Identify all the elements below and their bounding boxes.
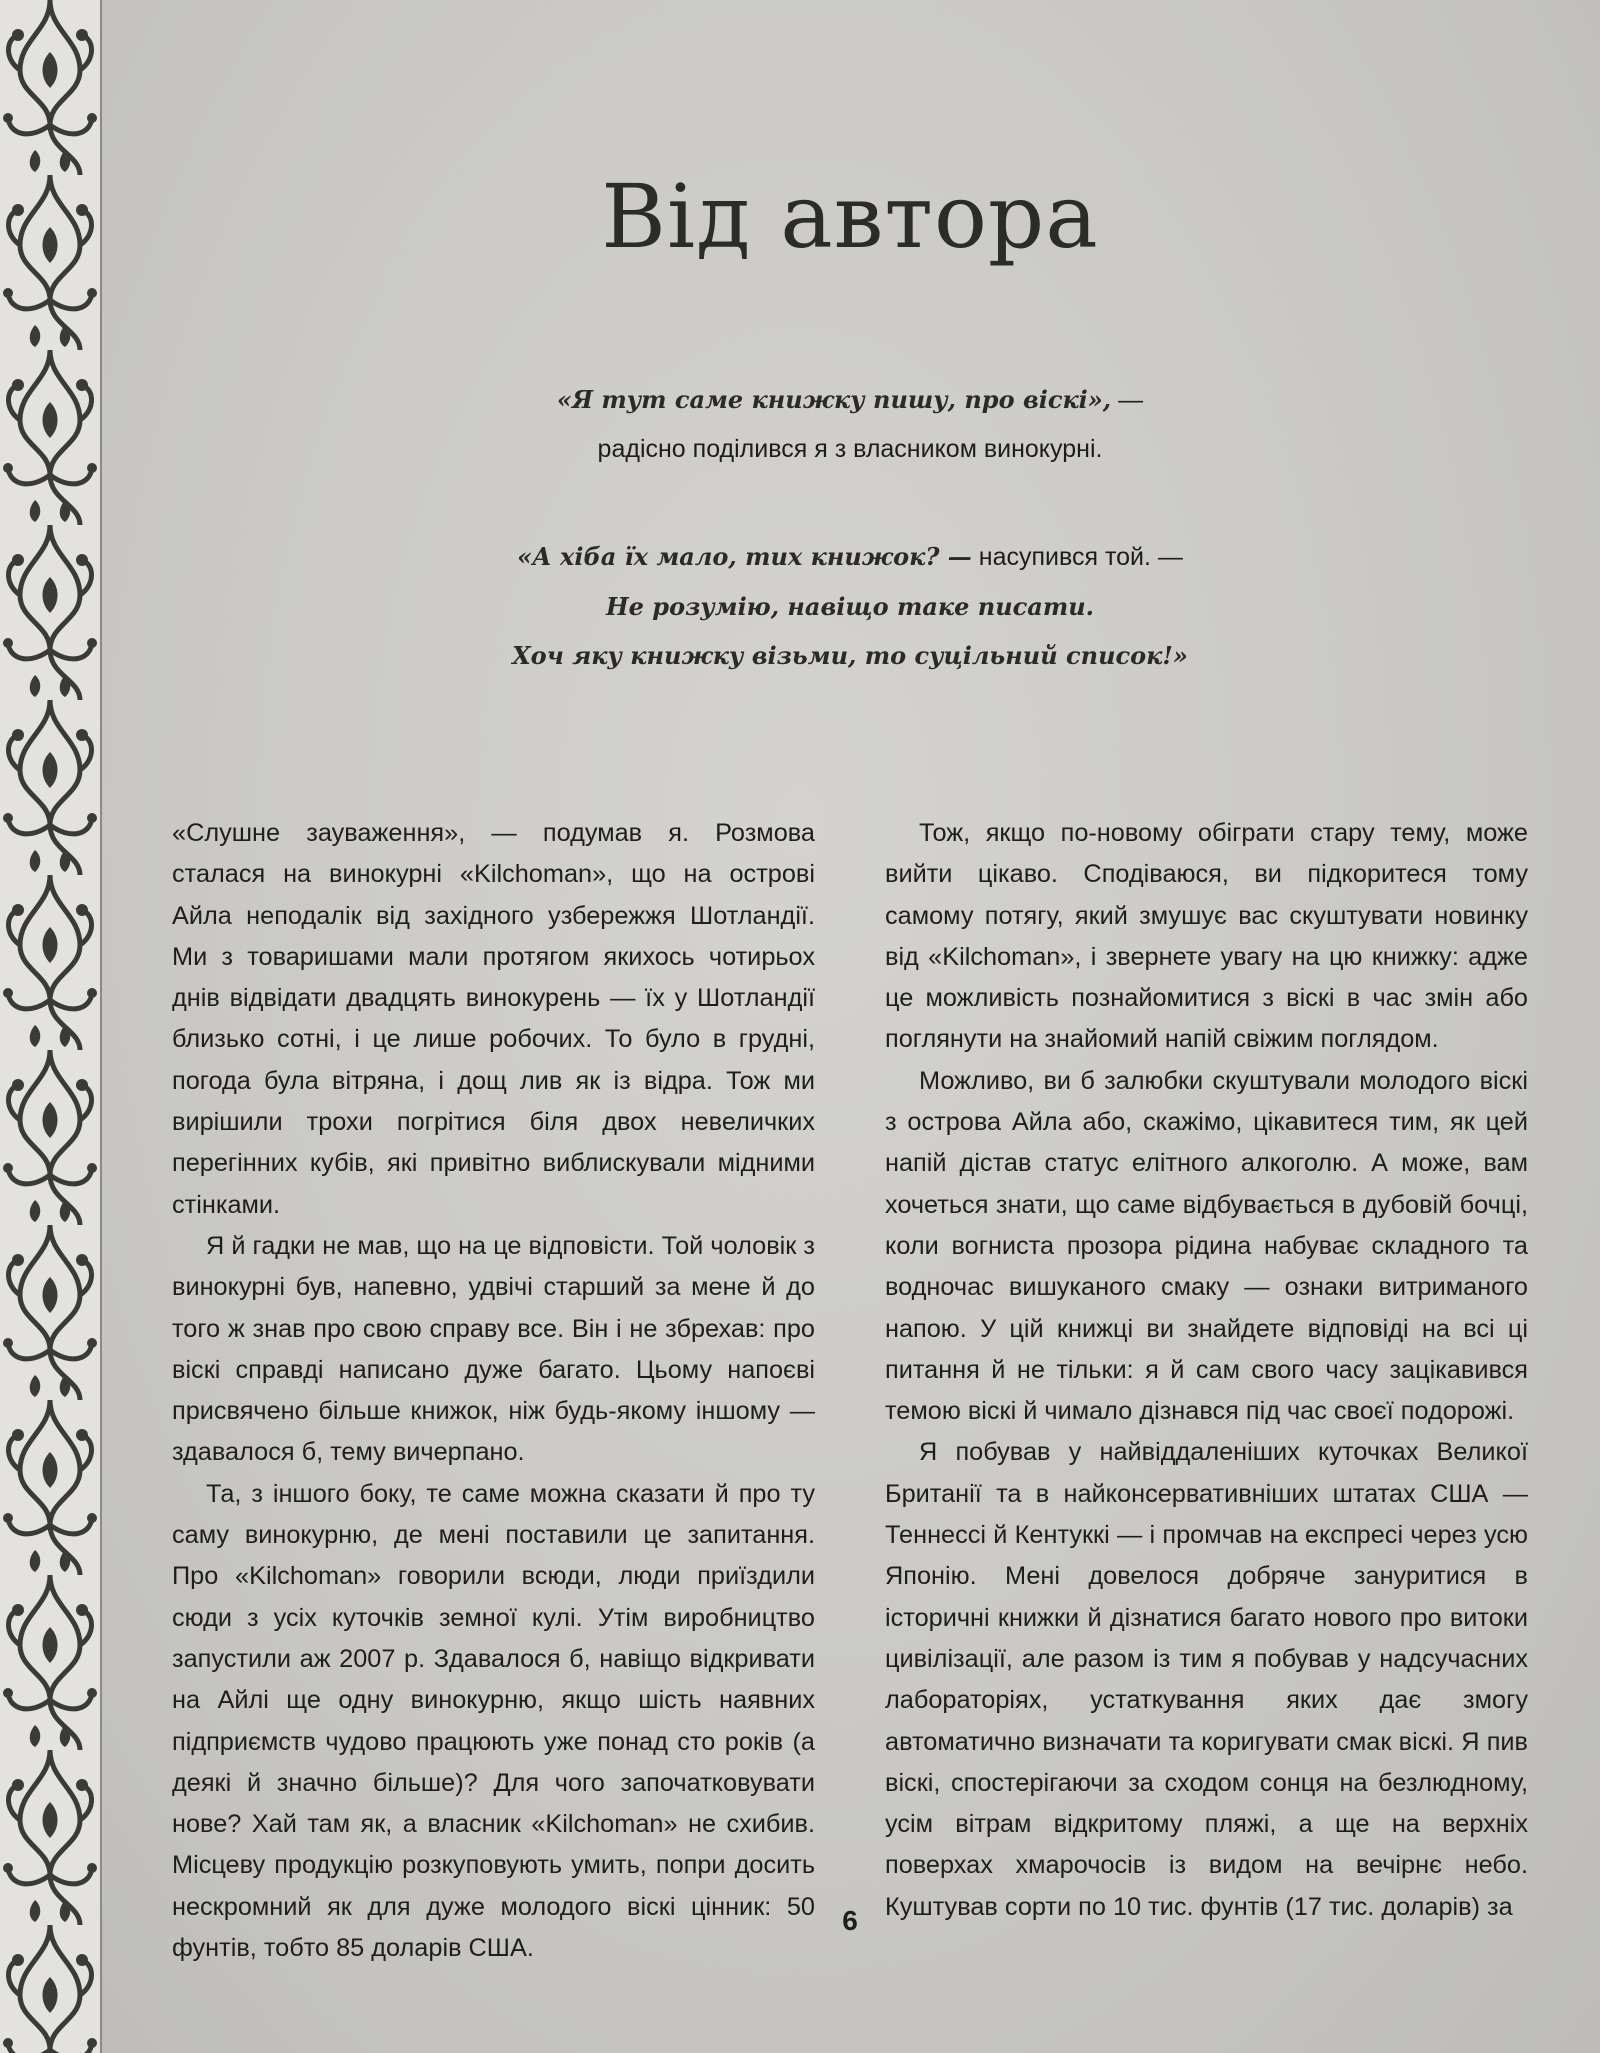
paragraph: «Слушне зауваження», — подумав я. Розмова сталася на винокурні «Kilchoman», що на острові Айла неподалік від західного узбережжя Шотландії. Ми з товаришами мали протягом якихось чотирьох днів відвідати двадцять винокурень — їх у Шотландії близько сотні, і це лише робочих. То було в грудні, погода була вітряна, і дощ лив як із відра. Тож ми вирішили трохи погрітися біля двох невеличких перегінних кубів, які привітно виблискували мідними стінками. bbox=[172, 819, 815, 1219]
epigraph-quote-a: «А хіба їх мало, тих книжок? — bbox=[517, 542, 972, 571]
paragraph: Я й гадки не мав, що на це відповісти. Той чоловік з винокурні був, напевно, удвічі старший за мене й до того ж знав про свою справу все. Він і не збрехав: про віскі справді написано дуже багато. Цьому напоєві присвячено більше книжок, ніж будь-якому іншому — здавалося б, тему вичерпано. bbox=[172, 1231, 815, 1467]
epigraph-speech-tag: насупився той. — bbox=[971, 543, 1183, 571]
page-title: Від автора bbox=[601, 165, 1099, 268]
floral-ornament-icon bbox=[0, 0, 100, 2053]
epigraph-second bbox=[300, 532, 1400, 680]
page-number: 6 bbox=[842, 1905, 858, 1936]
left-text-column bbox=[172, 813, 815, 1969]
paragraph: Та, з іншого боку, те саме можна сказати й про ту саму винокурню, де мені поставили це запитання. Про «Kilchoman» говорили всюди, люди приїздили сюди з усіх куточків земної кулі. Утім виробництво запустили аж 2007 р. Здавалося б, навіщо відкривати на Айлі ще одну винокурню, якщо шість наявних підприємств чудово працюють уже понад сто років (а деякі й значно більше)? Для чого започатковувати нове? Хай там як, а власник «Kilchoman» не схибив. Місцеву продукцію розкуповують умить, попри досить нескромний як для дуже молодого віскі цінник: 50 фунтів, тобто 85 доларів США. bbox=[172, 1479, 815, 1963]
epigraph-first bbox=[300, 375, 1400, 474]
paragraph: Тож, якщо по-новому обіграти стару тему, може вийти цікаво. Сподіваюся, ви підкоритеся тому самому потягу, який змушує вас скуштувати новинку від «Kilchoman», і звернете увагу на цю книжку: адже це можливість познайомитися з віскі в час змін або поглянути на знайомий напій свіжим поглядом. bbox=[885, 819, 1528, 1054]
epigraph-quote-c: Хоч яку книжку візьми, то суцільний список!» bbox=[512, 641, 1188, 670]
epigraph-quote-b: Не розумію, навіщо таке писати. bbox=[605, 592, 1095, 621]
epigraph-first-line1 bbox=[300, 375, 1400, 425]
right-text-column bbox=[885, 813, 1528, 1928]
floral-ornament-border bbox=[0, 0, 102, 2053]
epigraph-second-line1 bbox=[300, 532, 1400, 582]
paragraph: Я побував у найвіддаленіших куточках Великої Британії та в найконсервативніших штатах США — Теннессі й Кентуккі — і промчав на експресі через усю Японію. Мені довелося добряче зануритися в історичні книжки й дізнатися багато нового про витоки цивілізації, але разом із тим я побував у надсучасних лабораторіях, устаткування яких дає змогу автоматично визначати та коригувати смак віскі. Я пив віскі, спостерігаючи за сходом сонця на безлюдному, усім вітрам відкритому пляжі, а ще на верхніх поверхах хмарочосів із видом на вечірнє небо. Куштував сорти по 10 тис. фунтів (17 тис. доларів) за bbox=[885, 1438, 1528, 1921]
epigraph-quote: «Я тут саме книжку пишу, про віскі», bbox=[556, 385, 1112, 414]
epigraph-first-line2: радісно поділився я з власником винокурні. bbox=[597, 435, 1103, 463]
paragraph: Можливо, ви б залюбки скуштували молодого віскі з острова Айла або, скажімо, цікавитеся тим, як цей напій дістав статус елітного алкоголю. А може, вам хочеться знати, що саме відбувається в дубовій бочці, коли вогниста прозора рідина набуває складного та водночас вишуканого смаку — ознаки витриманого напою. У цій книжці ви знайдете відповіді на всі ці питання й не тільки: я й сам свого часу зацікавився темою віскі й чимало дізнався під час своєї подорожі. bbox=[885, 1066, 1528, 1426]
epigraph-dash: — bbox=[1111, 386, 1144, 414]
